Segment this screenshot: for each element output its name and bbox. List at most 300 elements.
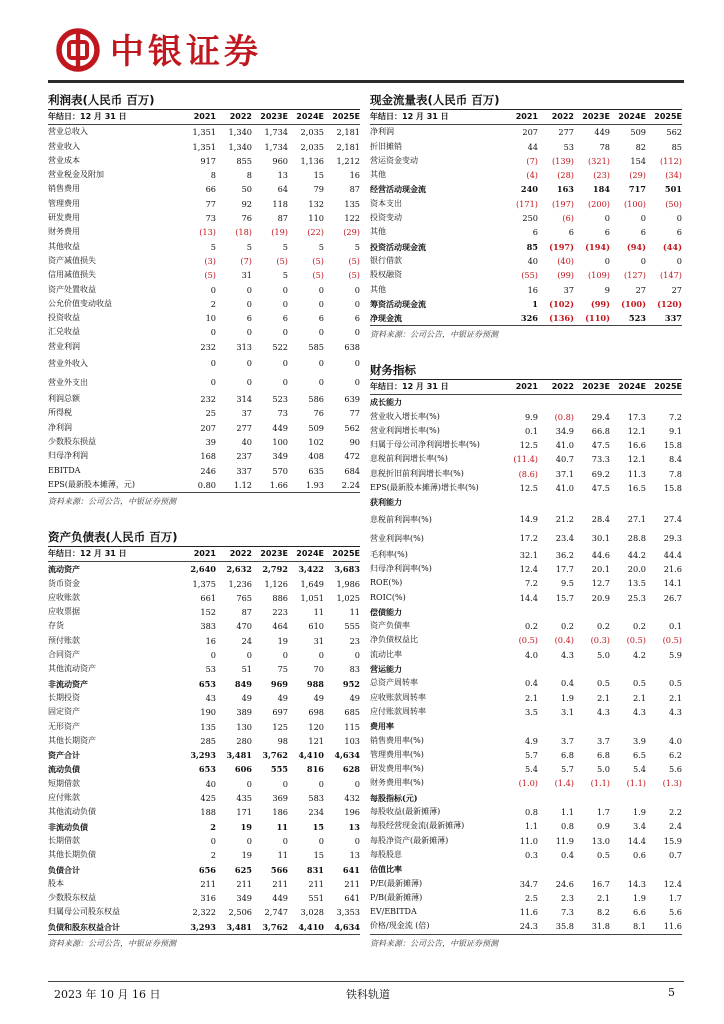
table-row bbox=[48, 777, 360, 791]
cell-value: 12.1 bbox=[627, 454, 646, 465]
cell-value: 30.1 bbox=[591, 532, 610, 543]
row-label: 汇兑收益 bbox=[48, 327, 80, 337]
cell-value: 4.2 bbox=[632, 649, 646, 660]
cell-value: 73 bbox=[205, 213, 216, 224]
balance-sheet-source: 资料来源：公司公告，中银证券预测 bbox=[48, 934, 360, 950]
row-label: 负债和股东权益合计 bbox=[48, 921, 120, 932]
cell-value: 23 bbox=[349, 635, 360, 646]
cell-value: (0.8) bbox=[554, 411, 574, 422]
cell-value: 610 bbox=[308, 621, 324, 632]
report-header bbox=[48, 14, 688, 76]
cell-value: 4.3 bbox=[560, 649, 574, 660]
cell-value: 39 bbox=[205, 436, 216, 447]
cell-value: (4) bbox=[526, 170, 538, 181]
cell-value: 0 bbox=[354, 298, 360, 309]
cell-value: 9 bbox=[604, 284, 610, 295]
row-label: 货币资金 bbox=[48, 578, 80, 588]
cell-value: (136) bbox=[549, 313, 574, 324]
cell-value: 15.9 bbox=[663, 835, 682, 846]
row-label: 其他流动资产 bbox=[48, 664, 96, 674]
table-row bbox=[370, 438, 682, 452]
cell-value: 0 bbox=[210, 284, 216, 295]
cell-value: 8.2 bbox=[596, 907, 610, 918]
cell-value: 37 bbox=[241, 408, 252, 419]
cell-value: 232 bbox=[200, 394, 216, 405]
cell-value: 4.3 bbox=[668, 706, 682, 717]
cell-value: 76 bbox=[313, 408, 324, 419]
cell-value: 211 bbox=[200, 878, 216, 889]
cell-value: (200) bbox=[587, 198, 610, 209]
row-label: 营运资金变动 bbox=[370, 155, 418, 165]
cell-value: 9.5 bbox=[560, 578, 574, 589]
table-row bbox=[48, 140, 360, 154]
cell-value: (5) bbox=[204, 270, 216, 281]
cell-value: 0 bbox=[246, 650, 252, 661]
cell-value: 17.2 bbox=[519, 532, 538, 543]
cell-value: 110 bbox=[308, 213, 324, 224]
cell-value: 2.1 bbox=[632, 692, 646, 703]
column-header-label: 年结日：12 月 31 日 bbox=[48, 547, 180, 562]
table-row bbox=[370, 905, 682, 919]
cell-value: 509 bbox=[308, 422, 324, 433]
row-label: 净负债权益比 bbox=[370, 635, 418, 645]
table-row bbox=[48, 268, 360, 282]
cell-value: 326 bbox=[520, 313, 538, 324]
row-label: 应收票据 bbox=[48, 607, 80, 617]
table-row bbox=[48, 734, 360, 748]
cell-value bbox=[502, 395, 538, 410]
cell-value: 14.4 bbox=[627, 835, 646, 846]
cell-value: 0 bbox=[210, 835, 216, 846]
cell-value: 5.4 bbox=[524, 764, 538, 775]
cell-value: 36.2 bbox=[555, 549, 574, 560]
cell-value: 14.4 bbox=[519, 592, 538, 603]
cell-value: 562 bbox=[344, 422, 360, 433]
cell-value: 16 bbox=[527, 284, 538, 295]
cell-value: (18) bbox=[235, 227, 252, 238]
cell-value: (5) bbox=[348, 255, 360, 266]
cell-value: 1.9 bbox=[632, 807, 646, 818]
row-label: 公允价值变动收益 bbox=[48, 298, 112, 308]
cell-value: 0.1 bbox=[668, 621, 682, 632]
cell-value: 12.1 bbox=[627, 425, 646, 436]
cell-value bbox=[502, 862, 538, 876]
cell-value: 7.3 bbox=[560, 907, 574, 918]
cell-value: 2.4 bbox=[668, 821, 682, 832]
cell-value: 501 bbox=[664, 184, 682, 195]
cell-value: 2 bbox=[210, 298, 216, 309]
cell-value: 0 bbox=[282, 377, 288, 388]
cell-value: 34.9 bbox=[555, 425, 574, 436]
column-header-year: 2021 bbox=[180, 110, 216, 125]
cell-value: 102 bbox=[308, 436, 324, 447]
column-header-year: 2022 bbox=[538, 110, 574, 125]
cell-value: 314 bbox=[236, 394, 252, 405]
row-label: 经营活动现金流 bbox=[370, 184, 426, 195]
row-label: 管理费用 bbox=[48, 198, 80, 208]
cell-value: 0 bbox=[354, 284, 360, 295]
row-label: 信用减值损失 bbox=[48, 270, 96, 280]
table-row bbox=[370, 410, 682, 424]
cell-value: 73.3 bbox=[591, 454, 610, 465]
table-row bbox=[48, 720, 360, 734]
table-row bbox=[48, 478, 360, 492]
cell-value: 7.2 bbox=[524, 578, 538, 589]
cell-value: 64 bbox=[277, 184, 288, 195]
row-label: EBITDA bbox=[48, 465, 81, 475]
cell-value: 171 bbox=[236, 807, 252, 818]
cell-value: (171) bbox=[515, 198, 538, 209]
cell-value: 917 bbox=[200, 155, 216, 166]
cell-value: 316 bbox=[200, 893, 216, 904]
cell-value: 313 bbox=[236, 341, 252, 352]
cell-value: 1.7 bbox=[668, 892, 682, 903]
cell-value: 1,986 bbox=[336, 578, 360, 589]
cell-value: 0 bbox=[210, 358, 216, 369]
cell-value: 79 bbox=[313, 184, 324, 195]
row-label: 管理费用率(%) bbox=[370, 749, 424, 759]
table-row bbox=[48, 406, 360, 420]
cell-value: 13.5 bbox=[627, 578, 646, 589]
cell-value: 6 bbox=[640, 227, 646, 238]
cell-value: 8 bbox=[210, 170, 216, 181]
cell-value: 4,410 bbox=[298, 921, 324, 932]
cell-value: 85 bbox=[526, 241, 538, 252]
cell-value: 0.5 bbox=[596, 849, 610, 860]
row-label: 息税前利润率(%) bbox=[370, 514, 432, 524]
cell-value: 1.9 bbox=[560, 692, 574, 703]
cell-value: 35.8 bbox=[555, 921, 574, 932]
row-label: 投资变动 bbox=[370, 213, 402, 223]
table-row bbox=[370, 168, 682, 182]
cell-value: 32.1 bbox=[519, 549, 538, 560]
cell-value: 184 bbox=[592, 184, 610, 195]
row-label: 应收账款 bbox=[48, 592, 80, 602]
row-label: 营业利润 bbox=[48, 341, 80, 351]
row-label: 利润总额 bbox=[48, 394, 80, 404]
cell-value: (100) bbox=[623, 198, 646, 209]
cell-value: 13 bbox=[348, 821, 360, 832]
table-row bbox=[48, 283, 360, 297]
footer-page-number: 5 bbox=[668, 986, 675, 999]
cell-value: 14.3 bbox=[627, 878, 646, 889]
row-label: 短期借款 bbox=[48, 778, 80, 788]
cell-value: (29) bbox=[629, 170, 646, 181]
cell-value: 13.0 bbox=[591, 835, 610, 846]
cell-value: 583 bbox=[308, 793, 324, 804]
cell-value: 1,734 bbox=[264, 127, 288, 138]
cell-value: 246 bbox=[200, 465, 216, 476]
cell-value: 34.7 bbox=[519, 878, 538, 889]
column-header-year: 2023E bbox=[252, 110, 288, 125]
cell-value: 0 bbox=[282, 284, 288, 295]
cell-value: 849 bbox=[234, 678, 252, 689]
table-row bbox=[370, 254, 682, 268]
cell-value: 76 bbox=[241, 213, 252, 224]
cell-value: 11.6 bbox=[519, 907, 538, 918]
column-header-label: 年结日：12 月 31 日 bbox=[370, 110, 502, 125]
cell-value: 73 bbox=[277, 408, 288, 419]
cell-value: 1,340 bbox=[228, 141, 252, 152]
row-label: 归母净利润率(%) bbox=[370, 563, 432, 573]
cell-value: 115 bbox=[344, 721, 360, 732]
cell-value: 234 bbox=[308, 807, 324, 818]
cell-value bbox=[538, 605, 574, 619]
row-label: 费用率 bbox=[370, 721, 394, 732]
cell-value: 464 bbox=[272, 621, 288, 632]
cell-value: 20.9 bbox=[591, 592, 610, 603]
table-row bbox=[370, 734, 682, 748]
cell-value: 16.7 bbox=[591, 878, 610, 889]
table-row bbox=[370, 848, 682, 862]
cell-value: 132 bbox=[308, 198, 324, 209]
row-label: ROIC(%) bbox=[370, 592, 406, 602]
cell-value: 5.9 bbox=[668, 649, 682, 660]
table-row bbox=[370, 676, 682, 690]
table-row bbox=[370, 776, 682, 790]
table-row bbox=[48, 791, 360, 805]
cell-value: 1,351 bbox=[192, 141, 216, 152]
cell-value: 0.80 bbox=[197, 479, 216, 490]
cell-value: 211 bbox=[236, 878, 252, 889]
cell-value: 389 bbox=[236, 707, 252, 718]
cell-value: (1.3) bbox=[662, 778, 682, 789]
table-row bbox=[48, 834, 360, 848]
cell-value: 2.1 bbox=[596, 692, 610, 703]
cell-value: 211 bbox=[344, 878, 360, 889]
table-row bbox=[48, 435, 360, 449]
cell-value: 0.6 bbox=[632, 849, 646, 860]
cell-value: 130 bbox=[236, 721, 252, 732]
cell-value: (0.4) bbox=[554, 635, 574, 646]
cell-value: 0 bbox=[318, 377, 324, 388]
cell-value: 2.1 bbox=[524, 692, 538, 703]
cell-value: 6 bbox=[568, 227, 574, 238]
cell-value bbox=[610, 495, 646, 509]
cell-value: 66 bbox=[205, 184, 216, 195]
table-row bbox=[48, 805, 360, 819]
cell-value: 90 bbox=[349, 436, 360, 447]
table-row bbox=[48, 905, 360, 919]
cell-value: 5.6 bbox=[668, 907, 682, 918]
cell-value: 1 bbox=[532, 298, 538, 309]
cell-value: (50) bbox=[665, 198, 682, 209]
cell-value: 6 bbox=[676, 227, 682, 238]
table-row bbox=[48, 449, 360, 463]
cell-value: 31.8 bbox=[591, 921, 610, 932]
row-label: 总资产周转率 bbox=[370, 678, 418, 688]
category-row bbox=[370, 395, 682, 410]
row-label: P/B(最新摊薄) bbox=[370, 892, 423, 902]
cell-value: (5) bbox=[312, 255, 324, 266]
cell-value: 3.4 bbox=[632, 821, 646, 832]
cell-value: (1.4) bbox=[554, 778, 574, 789]
cell-value: (112) bbox=[659, 155, 682, 166]
cell-value: 1.93 bbox=[305, 479, 324, 490]
row-label: 存货 bbox=[48, 621, 64, 631]
row-label: 投资活动现金流 bbox=[370, 241, 426, 252]
row-label: 少数股东权益 bbox=[48, 893, 96, 903]
cell-value: 3,293 bbox=[190, 921, 216, 932]
table-header-row bbox=[370, 110, 682, 125]
row-label: 股权融资 bbox=[370, 270, 402, 280]
category-row bbox=[370, 862, 682, 876]
cell-value: 1,136 bbox=[300, 155, 324, 166]
cell-value: 2,181 bbox=[336, 141, 360, 152]
cell-value: 988 bbox=[306, 678, 324, 689]
table-row bbox=[48, 877, 360, 891]
income-statement-source: 资料来源：公司公告，中银证券预测 bbox=[48, 492, 360, 508]
footer-divider bbox=[48, 981, 684, 982]
row-label: 银行借款 bbox=[370, 255, 402, 265]
cell-value: 49 bbox=[313, 692, 324, 703]
cell-value: 831 bbox=[306, 864, 324, 875]
cell-value: 0 bbox=[246, 298, 252, 309]
cell-value: 135 bbox=[200, 721, 216, 732]
cell-value bbox=[502, 495, 538, 509]
cell-value: 12.4 bbox=[663, 878, 682, 889]
table-row bbox=[48, 154, 360, 168]
row-label: 归属母公司股东权益 bbox=[48, 907, 120, 917]
cell-value: 555 bbox=[344, 621, 360, 632]
table-row bbox=[370, 834, 682, 848]
cell-value: 188 bbox=[200, 807, 216, 818]
cell-value: 0 bbox=[282, 358, 288, 369]
cell-value bbox=[538, 719, 574, 733]
cell-value: (110) bbox=[585, 313, 610, 324]
cell-value: 6.6 bbox=[632, 907, 646, 918]
cell-value bbox=[610, 791, 646, 805]
cell-value: 1,212 bbox=[336, 155, 360, 166]
cell-value: (120) bbox=[657, 298, 682, 309]
cell-value: 7.2 bbox=[668, 411, 682, 422]
cell-value: (5) bbox=[348, 270, 360, 281]
cell-value: 3,481 bbox=[226, 750, 252, 761]
cell-value: 1,340 bbox=[228, 127, 252, 138]
cell-value: 2,506 bbox=[228, 907, 252, 918]
table-row bbox=[370, 805, 682, 819]
cell-value: 432 bbox=[344, 793, 360, 804]
cell-value: 3,762 bbox=[262, 921, 288, 932]
cell-value: 2 bbox=[210, 821, 216, 832]
cell-value: 211 bbox=[272, 878, 288, 889]
cell-value: 0.2 bbox=[632, 621, 646, 632]
cell-value: 87 bbox=[241, 607, 252, 618]
row-label: 长期借款 bbox=[48, 835, 80, 845]
row-label: 少数股东损益 bbox=[48, 436, 96, 446]
row-label: 销售费用 bbox=[48, 184, 80, 194]
row-label: 应付账款周转率 bbox=[370, 706, 426, 716]
cell-value: 28.8 bbox=[627, 532, 646, 543]
cell-value: (19) bbox=[271, 227, 288, 238]
row-label: 息税前利润增长率(%) bbox=[370, 454, 448, 464]
cell-value: 0.5 bbox=[596, 678, 610, 689]
cell-value: 14.1 bbox=[663, 578, 682, 589]
cell-value: 40 bbox=[527, 255, 538, 266]
cell-value bbox=[538, 662, 574, 676]
table-header-row bbox=[48, 110, 360, 125]
cell-value: 6 bbox=[246, 313, 252, 324]
row-label: 财务费用 bbox=[48, 227, 80, 237]
footer-date: 2023 年 10 月 16 日 bbox=[54, 988, 161, 1001]
category-row bbox=[370, 791, 682, 805]
cell-value: 9.9 bbox=[524, 411, 538, 422]
cell-value: 0.5 bbox=[632, 678, 646, 689]
cell-value: 551 bbox=[308, 893, 324, 904]
cell-value: 1,126 bbox=[264, 578, 288, 589]
cell-value: 6.2 bbox=[668, 749, 682, 760]
table-row bbox=[48, 297, 360, 311]
cash-flow-source: 资料来源：公司公告，中银证券预测 bbox=[370, 325, 682, 341]
cell-value: 237 bbox=[236, 451, 252, 462]
cell-value: 0 bbox=[640, 255, 646, 266]
cell-value: 0.4 bbox=[560, 849, 574, 860]
table-row bbox=[370, 648, 682, 662]
cell-value: 0 bbox=[354, 650, 360, 661]
table-row bbox=[48, 311, 360, 325]
cell-value: 11.3 bbox=[627, 468, 646, 479]
cell-value: (1.0) bbox=[518, 778, 538, 789]
table-header-row bbox=[48, 547, 360, 562]
row-label: 营业外收入 bbox=[48, 359, 88, 369]
cell-value: 685 bbox=[344, 707, 360, 718]
column-header-year: 2023E bbox=[574, 110, 610, 125]
cell-value: 154 bbox=[630, 155, 646, 166]
financial-ratios-title: 财务指标 bbox=[370, 360, 682, 380]
cell-value bbox=[646, 605, 682, 619]
cell-value: 19 bbox=[240, 821, 252, 832]
cell-value: (11.4) bbox=[513, 454, 538, 465]
cell-value: 0.5 bbox=[668, 678, 682, 689]
cell-value: 0.1 bbox=[524, 425, 538, 436]
cell-value: 570 bbox=[272, 465, 288, 476]
column-header-year: 2021 bbox=[502, 110, 538, 125]
cell-value: 8 bbox=[246, 170, 252, 181]
cell-value: 11 bbox=[349, 607, 360, 618]
cell-value: 0 bbox=[604, 255, 610, 266]
cell-value: 125 bbox=[272, 721, 288, 732]
cell-value: 2 bbox=[210, 850, 216, 861]
cell-value: 3,353 bbox=[336, 907, 360, 918]
cell-value: 50 bbox=[241, 184, 252, 195]
cell-value: 16.6 bbox=[627, 440, 646, 451]
table-row bbox=[48, 705, 360, 719]
cell-value: 49 bbox=[241, 692, 252, 703]
cell-value: 240 bbox=[520, 184, 538, 195]
cell-value: 83 bbox=[349, 664, 360, 675]
cell-value: 638 bbox=[344, 341, 360, 352]
cell-value: 3,481 bbox=[226, 921, 252, 932]
table-row bbox=[370, 211, 682, 225]
table-row bbox=[370, 633, 682, 647]
cell-value: 15.7 bbox=[555, 592, 574, 603]
cell-value: 960 bbox=[272, 155, 288, 166]
table-row bbox=[370, 268, 682, 282]
cell-value: (147) bbox=[659, 270, 682, 281]
cell-value: 87 bbox=[277, 213, 288, 224]
income-statement-table bbox=[48, 110, 360, 492]
cell-value: 425 bbox=[200, 793, 216, 804]
column-header-year: 2024E bbox=[288, 547, 324, 562]
row-label: 每股收益(最新摊薄) bbox=[370, 807, 441, 817]
cell-value: 5 bbox=[246, 241, 252, 252]
row-label: 所得税 bbox=[48, 408, 72, 418]
cell-value: 2.5 bbox=[524, 892, 538, 903]
cell-value: 0.3 bbox=[524, 849, 538, 860]
cell-value: 77 bbox=[349, 408, 360, 419]
cell-value: 15 bbox=[313, 850, 324, 861]
cell-value: 0 bbox=[246, 835, 252, 846]
